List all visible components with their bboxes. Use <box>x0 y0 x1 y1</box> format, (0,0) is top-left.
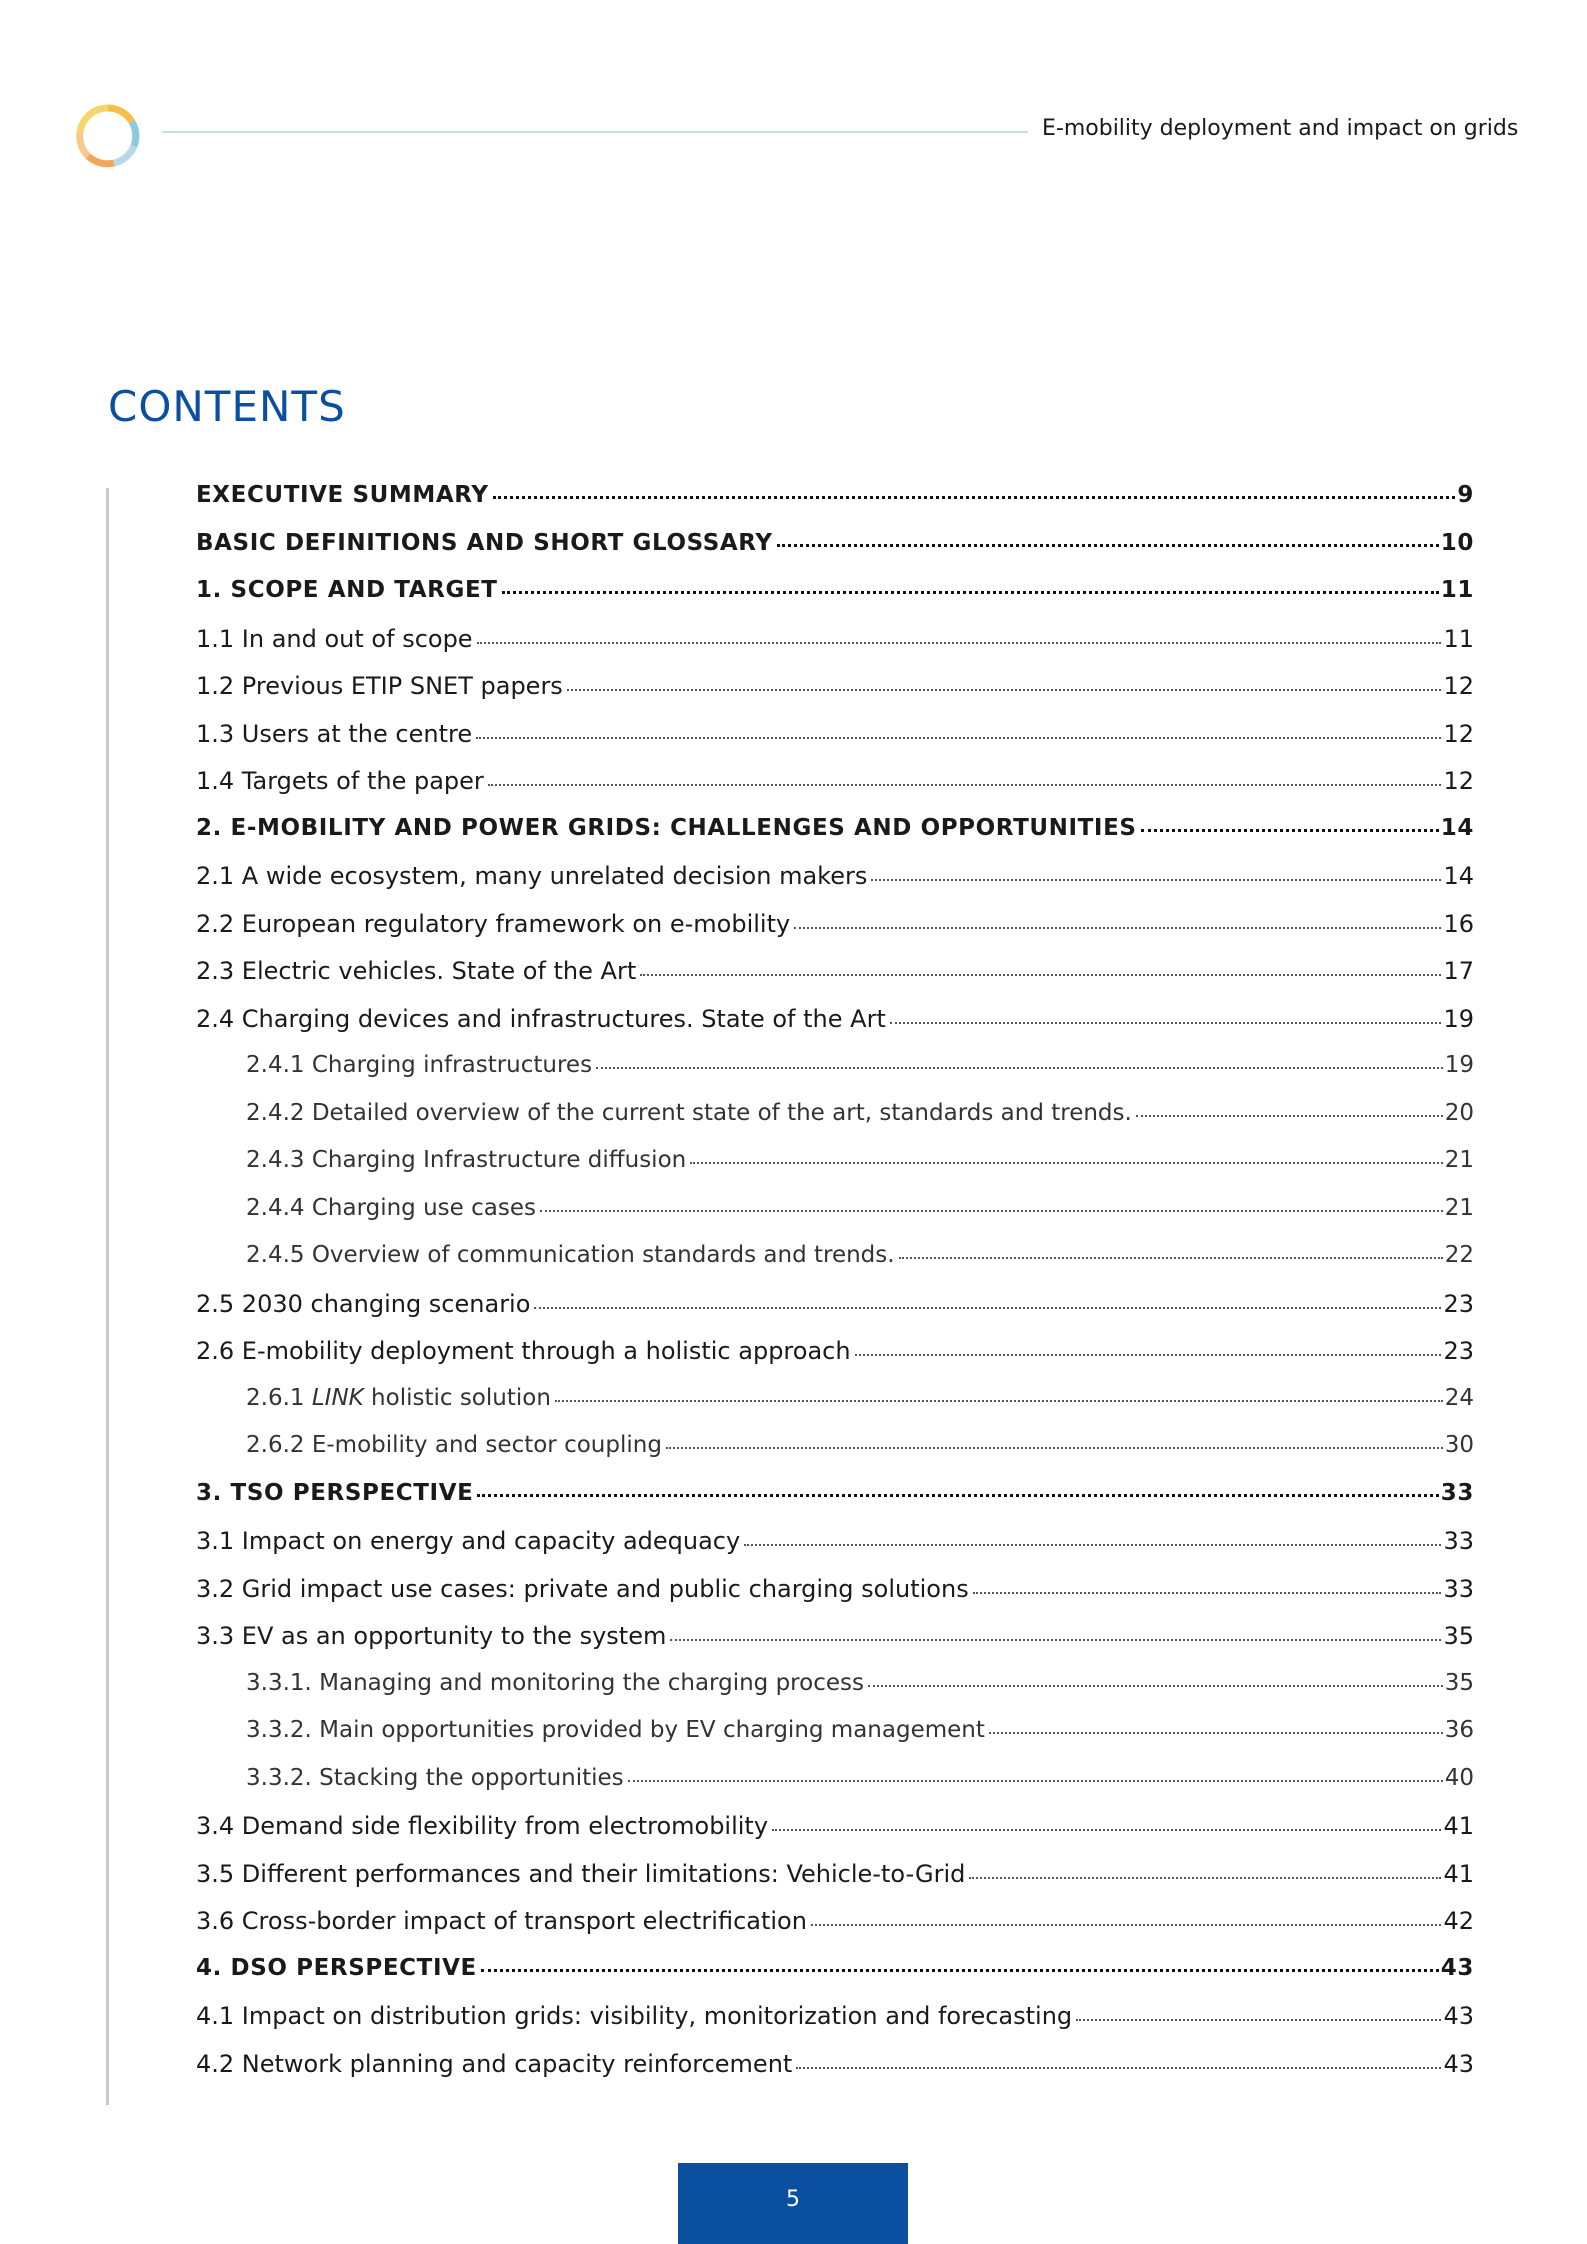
toc-entry-label: 3.2 Grid impact use cases: private and public charging solutions <box>196 1574 969 1603</box>
toc-entry-page: 33 <box>1443 1574 1474 1603</box>
table-of-contents <box>196 482 1474 2097</box>
toc-entry-page: 35 <box>1443 1622 1474 1650</box>
toc-dot-leader <box>868 1685 1443 1687</box>
toc-entry[interactable] <box>196 672 1474 720</box>
toc-dot-leader <box>744 1544 1441 1546</box>
toc-entry-label: 2.6 E-mobility deployment through a holistic approach <box>196 1337 851 1365</box>
page-number: 5 <box>786 2187 800 2212</box>
toc-entry-page: 14 <box>1440 814 1474 841</box>
toc-dot-leader <box>493 496 1456 499</box>
toc-entry-page: 41 <box>1443 1812 1474 1840</box>
toc-dot-leader <box>477 1494 1438 1497</box>
toc-dot-leader <box>989 1732 1443 1734</box>
toc-entry-label-prefix: 2.6.1 <box>246 1384 312 1411</box>
toc-entry[interactable] <box>196 577 1474 625</box>
toc-entry-page: 19 <box>1443 1004 1474 1033</box>
toc-entry-page: 33 <box>1443 1527 1474 1555</box>
toc-dot-leader <box>567 689 1442 691</box>
toc-entry-page: 40 <box>1444 1764 1474 1791</box>
toc-entry-label: 1.3 Users at the centre <box>196 719 473 748</box>
toc-entry[interactable] <box>196 1907 1474 1955</box>
toc-dot-leader <box>969 1877 1441 1879</box>
toc-entry-label: 2.4.3 Charging Infrastructure diffusion <box>246 1147 687 1173</box>
toc-entry[interactable] <box>196 1480 1474 1528</box>
page-number-box <box>678 2163 908 2244</box>
toc-entry-label: 1. SCOPE AND TARGET <box>196 577 498 603</box>
toc-entry-page: 43 <box>1440 1954 1474 1981</box>
toc-entry-label: 2.4.2 Detailed overview of the current state of the art, standards and trends. <box>246 1099 1132 1126</box>
toc-dot-leader <box>481 1969 1439 1972</box>
toc-entry-page: 17 <box>1443 957 1474 985</box>
toc-dot-leader <box>796 2067 1441 2069</box>
toc-entry-page: 22 <box>1444 1242 1474 1268</box>
toc-dot-leader <box>794 927 1441 929</box>
toc-entry[interactable] <box>196 1955 1474 2003</box>
toc-entry-label: BASIC DEFINITIONS AND SHORT GLOSSARY <box>196 529 773 556</box>
toc-dot-leader <box>477 642 1442 644</box>
toc-dot-leader <box>811 1924 1442 1926</box>
toc-entry-label: 2.6.2 E-mobility and sector coupling <box>246 1432 662 1458</box>
toc-entry[interactable] <box>196 1812 1474 1860</box>
toc-dot-leader <box>890 1022 1442 1024</box>
toc-entry-label: 4.2 Network planning and capacity reinforcement <box>196 2049 793 2078</box>
toc-entry-label-suffix: holistic solution <box>363 1384 551 1411</box>
toc-entry-label: 1.2 Previous ETIP SNET papers <box>196 672 563 700</box>
toc-entry[interactable] <box>196 767 1474 815</box>
toc-dot-leader <box>899 1257 1443 1259</box>
toc-entry[interactable] <box>196 1670 1474 1718</box>
toc-entry-page: 23 <box>1443 1337 1474 1365</box>
toc-entry-label-italic: LINK <box>311 1384 364 1411</box>
toc-dot-leader <box>488 784 1442 786</box>
toc-entry[interactable] <box>196 1432 1474 1480</box>
toc-entry[interactable] <box>196 1242 1474 1290</box>
toc-entry-label: 1.4 Targets of the paper <box>196 767 484 795</box>
toc-entry-page: 14 <box>1443 862 1474 890</box>
toc-dot-leader <box>534 1307 1441 1309</box>
toc-entry-page: 35 <box>1444 1669 1474 1696</box>
toc-entry-label: 3.3 EV as an opportunity to the system <box>196 1622 667 1650</box>
toc-entry-label: 3.1 Impact on energy and capacity adequacy <box>196 1527 741 1555</box>
toc-entry[interactable] <box>196 1052 1474 1100</box>
toc-dot-leader <box>666 1447 1443 1449</box>
toc-entry-page: 21 <box>1444 1194 1474 1221</box>
toc-entry-page: 33 <box>1440 1479 1474 1506</box>
toc-dot-leader <box>871 879 1441 881</box>
toc-entry[interactable] <box>196 1147 1474 1195</box>
page-title: CONTENTS <box>108 382 346 431</box>
toc-entry[interactable] <box>196 2050 1474 2098</box>
toc-entry-label: 4.1 Impact on distribution grids: visibility, monitorization and forecasting <box>196 2002 1073 2030</box>
toc-entry-label: 2.4.1 Charging infrastructures <box>246 1052 593 1078</box>
toc-dot-leader <box>670 1639 1441 1641</box>
toc-dot-leader <box>772 1829 1441 1831</box>
toc-entry[interactable] <box>196 910 1474 958</box>
toc-entry-label: 2.3 Electric vehicles. State of the Art <box>196 957 637 985</box>
toc-dot-leader <box>640 974 1441 976</box>
toc-entry-label: 3.3.2. Stacking the opportunities <box>246 1764 624 1791</box>
toc-entry[interactable] <box>196 1100 1474 1148</box>
toc-entry[interactable] <box>196 2002 1474 2050</box>
toc-entry-page: 12 <box>1443 719 1474 748</box>
running-header: E-mobility deployment and impact on grids <box>1042 116 1519 141</box>
toc-entry-page: 30 <box>1444 1432 1474 1458</box>
toc-entry-page: 21 <box>1444 1147 1474 1173</box>
toc-entry-label: 2. E-MOBILITY AND POWER GRIDS: CHALLENGES AND OPPORTUNITIES <box>196 814 1137 841</box>
toc-entry-page: 36 <box>1444 1717 1474 1743</box>
toc-dot-leader <box>973 1592 1442 1594</box>
toc-entry[interactable] <box>196 1195 1474 1243</box>
toc-dot-leader <box>628 1780 1443 1782</box>
toc-entry[interactable] <box>196 1005 1474 1053</box>
toc-dot-leader <box>1076 2019 1441 2021</box>
toc-entry-label: 3. TSO PERSPECTIVE <box>196 1479 474 1506</box>
toc-entry-label: 2.2 European regulatory framework on e-mobility <box>196 909 791 938</box>
toc-entry[interactable] <box>196 625 1474 673</box>
toc-entry[interactable] <box>196 1765 1474 1813</box>
toc-entry-label: 3.3.1. Managing and monitoring the charging process <box>246 1669 864 1696</box>
toc-entry[interactable] <box>196 1860 1474 1908</box>
header-divider <box>162 131 1028 133</box>
toc-entry-label <box>246 1385 551 1411</box>
toc-entry-label: 2.5 2030 changing scenario <box>196 1289 531 1318</box>
toc-dot-leader <box>690 1162 1442 1164</box>
toc-entry-label: 2.4 Charging devices and infrastructures. State of the Art <box>196 1004 886 1033</box>
toc-entry-page: 19 <box>1444 1052 1474 1078</box>
toc-entry-page: 10 <box>1440 529 1474 556</box>
toc-entry[interactable] <box>196 530 1474 578</box>
toc-entry[interactable] <box>196 1527 1474 1575</box>
toc-entry-page: 20 <box>1444 1099 1474 1126</box>
toc-entry-label: 3.5 Different performances and their limitations: Vehicle-to-Grid <box>196 1859 966 1888</box>
toc-entry[interactable] <box>196 720 1474 768</box>
toc-dot-leader <box>540 1210 1443 1212</box>
toc-entry-page: 41 <box>1443 1859 1474 1888</box>
toc-entry-label: 4. DSO PERSPECTIVE <box>196 1954 477 1981</box>
toc-entry[interactable] <box>196 1622 1474 1670</box>
toc-dot-leader <box>596 1067 1443 1069</box>
toc-entry[interactable] <box>196 1575 1474 1623</box>
toc-entry[interactable] <box>196 1290 1474 1338</box>
toc-dot-leader <box>476 737 1441 739</box>
toc-entry-page: 24 <box>1444 1384 1474 1411</box>
toc-entry-label: 3.6 Cross-border impact of transport electrification <box>196 1907 807 1935</box>
toc-side-bar <box>106 488 109 2105</box>
toc-entry-page: 43 <box>1443 2049 1474 2078</box>
toc-dot-leader <box>1141 829 1439 832</box>
toc-entry-label: 3.3.2. Main opportunities provided by EV charging management <box>246 1717 985 1743</box>
toc-entry-page: 9 <box>1457 482 1474 508</box>
toc-entry-page: 11 <box>1443 624 1474 653</box>
toc-dot-leader <box>855 1354 1442 1356</box>
toc-entry-label: 1.1 In and out of scope <box>196 624 473 653</box>
toc-entry-page: 42 <box>1443 1907 1474 1935</box>
toc-entry-label: 2.1 A wide ecosystem, many unrelated decision makers <box>196 862 868 890</box>
toc-entry-page: 11 <box>1440 577 1474 603</box>
toc-entry-label: 3.4 Demand side flexibility from electromobility <box>196 1812 769 1840</box>
toc-entry[interactable] <box>196 1717 1474 1765</box>
toc-entry-page: 16 <box>1443 909 1474 938</box>
toc-entry-page: 12 <box>1443 767 1474 795</box>
toc-entry-label: 2.4.5 Overview of communication standards and trends. <box>246 1242 895 1268</box>
toc-entry-page: 23 <box>1443 1289 1474 1318</box>
toc-dot-leader <box>555 1400 1443 1402</box>
toc-entry[interactable] <box>196 1385 1474 1433</box>
toc-entry-page: 12 <box>1443 672 1474 700</box>
logo-ring-icon <box>74 102 142 170</box>
toc-entry[interactable] <box>196 1337 1474 1385</box>
toc-dot-leader <box>777 544 1439 547</box>
toc-entry[interactable] <box>196 482 1474 530</box>
toc-entry-page: 43 <box>1443 2002 1474 2030</box>
toc-dot-leader <box>502 591 1439 594</box>
toc-dot-leader <box>1136 1115 1443 1117</box>
toc-entry[interactable] <box>196 957 1474 1005</box>
toc-entry-label: EXECUTIVE SUMMARY <box>196 482 489 508</box>
toc-entry[interactable] <box>196 862 1474 910</box>
toc-entry-label: 2.4.4 Charging use cases <box>246 1194 536 1221</box>
toc-entry[interactable] <box>196 815 1474 863</box>
